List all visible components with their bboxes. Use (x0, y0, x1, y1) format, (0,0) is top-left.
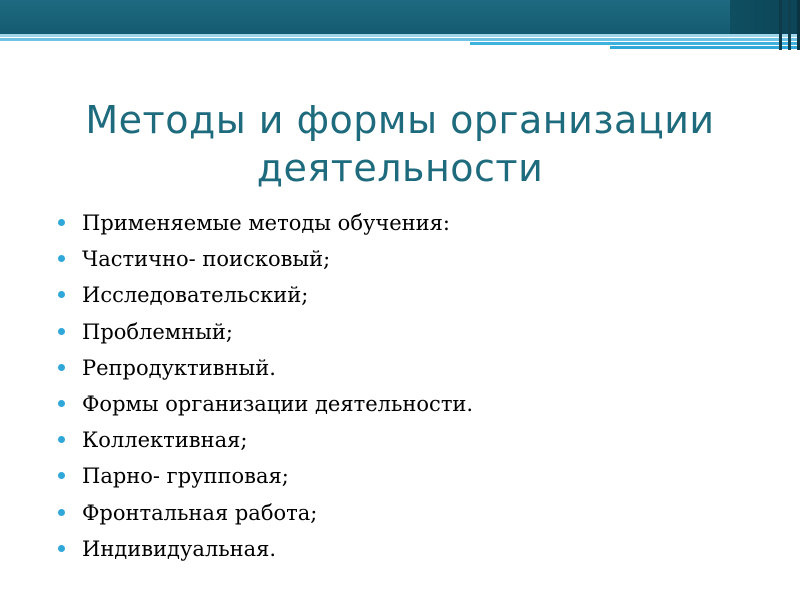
list-item (56, 350, 756, 386)
bullet-dot-icon (58, 545, 65, 552)
list-item-text: Парно- групповая; (82, 464, 289, 489)
decor-edge-line-1 (779, 0, 782, 50)
list-item (56, 495, 756, 531)
list-item-text: Проблемный; (82, 319, 233, 344)
list-item-text: Репродуктивный. (82, 355, 276, 380)
list-item (56, 314, 756, 350)
list-item (56, 422, 756, 458)
top-banner (0, 0, 800, 34)
bullet-dot-icon (58, 328, 65, 335)
bullet-dot-icon (58, 509, 65, 516)
list-item-text: Фронтальная работа; (82, 500, 318, 525)
list-item-text: Частично- поисковый; (82, 247, 331, 272)
decor-edge-line-2 (788, 0, 791, 50)
list-item (56, 531, 756, 567)
bullet-dot-icon (58, 436, 65, 443)
decor-stripe-3 (470, 42, 800, 45)
bullet-list (56, 205, 756, 567)
list-item (56, 205, 756, 241)
list-item-text: Формы организации деятельности. (82, 392, 474, 417)
decor-stripe-2 (0, 38, 800, 41)
list-item-text: Индивидуальная. (82, 536, 277, 561)
decor-stripe-4 (610, 46, 800, 49)
list-item (56, 277, 756, 313)
bullet-dot-icon (58, 255, 65, 262)
bullet-dot-icon (58, 472, 65, 479)
list-item-text: Применяемые методы обучения: (82, 211, 450, 235)
slide-title: Методы и формы организации деятельности (85, 98, 715, 190)
list-item (56, 241, 756, 277)
bullet-dot-icon (58, 364, 65, 371)
list-item-text: Исследовательский; (82, 283, 309, 308)
list-item (56, 386, 756, 422)
bullet-dot-icon (58, 219, 65, 226)
bullet-dot-icon (58, 291, 65, 298)
bullet-dot-icon (58, 400, 65, 407)
list-item (56, 458, 756, 494)
decor-stripe-1 (0, 34, 800, 37)
list-item-text: Коллективная; (82, 428, 248, 453)
